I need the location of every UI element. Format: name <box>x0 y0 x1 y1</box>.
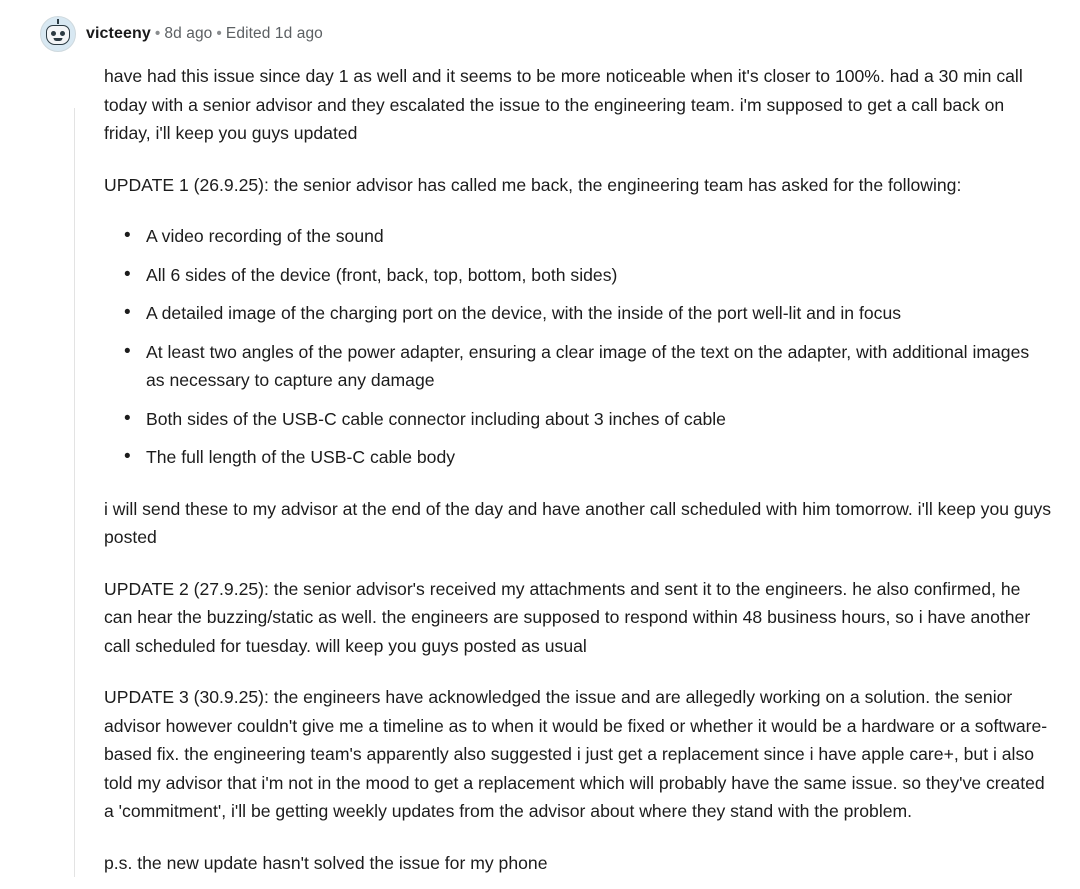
comment-paragraph-2: UPDATE 1 (26.9.25): the senior advisor has called me back, the engineering team has asked for the following: <box>104 174 962 195</box>
avatar-face <box>46 25 70 45</box>
comment-paragraph-6: p.s. the new update hasn't solved the issue for my phone <box>104 852 548 873</box>
comment-paragraph-1: have had this issue since day 1 as well and it seems to be more noticeable when it's closer to 100%. had a 30 min call today with a senior advisor and they escalated the issue to the engineering team. i'm supposed to get a call back on friday, i'll keep you guys updated <box>104 66 1023 143</box>
list-item: • The full length of the USB-C cable body <box>146 443 1052 472</box>
list-item: • Both sides of the USB-C cable connector including about 3 inches of cable <box>146 405 1052 434</box>
meta-separator-2: • <box>216 25 222 42</box>
comment-body-wrapper <box>0 62 1080 877</box>
comment-paragraph-4: UPDATE 2 (27.9.25): the senior advisor's received my attachments and sent it to the engineers. he also confirmed, he can hear the buzzing/static as well. the engineers are supposed to respond within 48 business hours, so i have another call scheduled for tuesday. will keep you guys posted as usual <box>104 578 1031 656</box>
thread-collapse-line[interactable] <box>74 108 75 877</box>
comment-author-link[interactable]: victeeny <box>86 25 151 42</box>
avatar-mouth <box>54 38 63 41</box>
list-item: • All 6 sides of the device (front, back, top, bottom, both sides) <box>146 261 1052 290</box>
comment-timestamp: 8d ago <box>164 25 213 42</box>
comment-body <box>40 62 1080 877</box>
comment-paragraph-5: UPDATE 3 (30.9.25): the engineers have acknowledged the issue and are allegedly working on a solution. the senior advisor however couldn't give me a timeline as to when it would be fixed or whether it would be a hardware or a software-based fix. the engineering team's apparently also suggested i just get a replacement since i have apple care+, but i also told my advisor that i'm not in the mood to get a replacement which will probably have the same issue. so they've created a 'commitment', i'll be getting weekly updates from the advisor about where they stand with the problem. <box>104 687 1048 821</box>
comment-header <box>0 14 1080 54</box>
comment-meta <box>86 25 323 43</box>
list-item: • A video recording of the sound <box>146 222 1052 251</box>
avatar-eye-right <box>60 31 65 36</box>
list-item: • At least two angles of the power adapter, ensuring a clear image of the text on the adapter, with additional images as necessary to capture any damage <box>146 338 1052 395</box>
robot-avatar-icon[interactable] <box>40 16 76 52</box>
comment-edited-timestamp: Edited 1d ago <box>225 25 323 42</box>
meta-separator-1: • <box>154 25 161 42</box>
requested-items-list <box>104 222 1052 472</box>
avatar-eye-left <box>51 31 56 36</box>
comment-paragraph-3: i will send these to my advisor at the end of the day and have another call scheduled with him tomorrow. i'll keep you guys posted <box>104 498 1052 547</box>
list-item: • A detailed image of the charging port on the device, with the inside of the port well-lit and in focus <box>146 299 1052 328</box>
avatar-antenna <box>57 19 59 24</box>
